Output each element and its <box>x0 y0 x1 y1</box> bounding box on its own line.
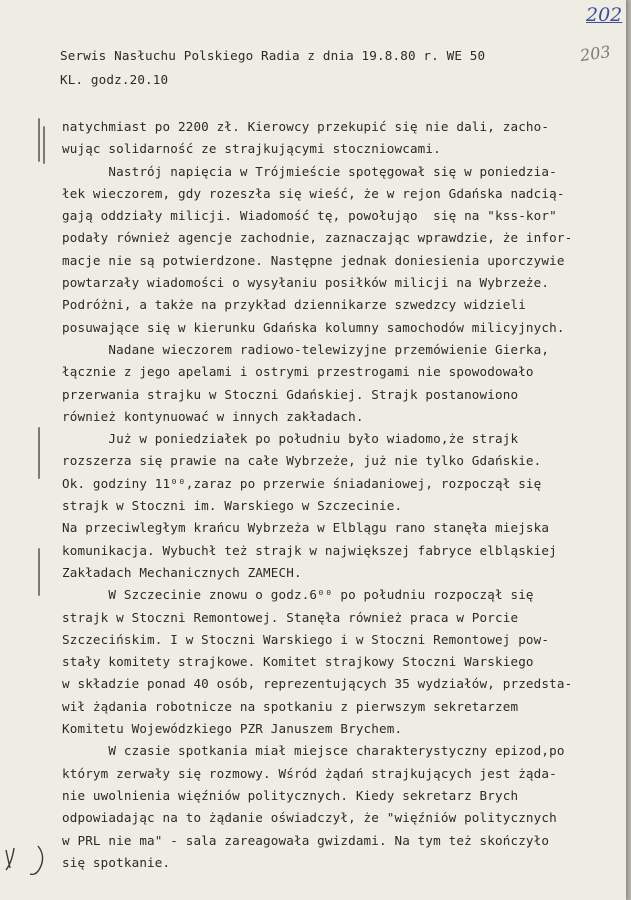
body-line: strajk w Stoczni Remontowej. Stanęła również praca w Porcie <box>62 609 519 625</box>
body-line: odpowiadając na to żądanie oświadczył, że "więźniów politycznych <box>62 810 557 826</box>
body-line: Już w poniedziałek po południu było wiadomo,że strajk <box>62 431 519 447</box>
body-line: Szczecińskim. I w Stoczni Warskiego i w Stoczni Remontowej pow- <box>62 631 550 647</box>
body-line: podały również agencje zachodnie, zaznaczając wprawdzie, że infor- <box>62 230 573 246</box>
body-line: łek wieczorem, gdy rozeszła się wieść, że w rejon Gdańska nadcią- <box>62 185 565 201</box>
body-line: rozszerza się prawie na całe Wybrzeże, już nie tylko Gdańskie. <box>62 453 542 469</box>
page-number-handwritten: 202 <box>586 4 623 26</box>
body-line: Podróżni, a także na przykład dziennikarze szwedzcy widzieli <box>62 297 526 313</box>
body-line: komunikacja. Wybuchł też strajk w największej fabryce elbląskiej <box>62 542 557 558</box>
margin-bracket-mark <box>43 126 45 164</box>
body-line: przerwania strajku w Stoczni Gdańskiej. Strajk postanowiono <box>62 386 519 402</box>
body-line: którym zerwały się rozmowy. Wśród żądań strajkujących jest żąda- <box>62 765 557 781</box>
document-body <box>62 116 582 874</box>
body-line: Ok. godziny 11⁰⁰,zaraz po przerwie śniadaniowej, rozpoczął się <box>62 475 542 491</box>
body-line: Zakładach Mechanicznych ZAMECH. <box>62 564 302 580</box>
margin-bracket-mark <box>38 548 40 596</box>
body-line: W Szczecinie znowu o godz.6⁰⁰ po południu rozpoczął się <box>62 587 534 603</box>
margin-bracket-mark <box>38 427 40 479</box>
page-number-secondary: 203 <box>578 41 612 66</box>
body-line: nie uwolnienia więźniów politycznych. Kiedy sekretarz Brych <box>62 787 519 803</box>
body-line: Na przeciwległym krańcu Wybrzeża w Elblągu rano stanęła miejska <box>62 520 550 536</box>
handwritten-scrawl <box>0 838 60 888</box>
header-time-line: KL. godz.20.10 <box>60 72 169 87</box>
body-line: Komitetu Wojewódzkiego PZR Januszem Brychem. <box>62 721 403 737</box>
body-line: strajk w Stoczni im. Warskiego w Szczecinie. <box>62 498 403 514</box>
body-line: Nastrój napięcia w Trójmieście spotęgował się w poniedzia- <box>62 163 557 179</box>
body-line: natychmiast po 2200 zł. Kierowcy przekupić się nie dali, zacho- <box>62 119 550 134</box>
body-line: w składzie ponad 40 osób, reprezentujących 35 wydziałów, przedsta- <box>62 676 573 692</box>
body-line: w PRL nie ma" - sala zareagowała gwizdami. Na tym też skończyło <box>62 832 550 848</box>
margin-bracket-mark <box>38 118 40 162</box>
body-line: powtarzały wiadomości o wysyłaniu posiłków milicji na Wybrzeże. <box>62 275 550 291</box>
body-line: gają oddziały milicji. Wiadomość tę, powołująo się na "kss-kor" <box>62 208 557 224</box>
body-line: wując solidarność ze strajkującymi stoczniowcami. <box>62 141 441 157</box>
body-line: posuwające się w kierunku Gdańska kolumny samochodów milicyjnych. <box>62 319 565 335</box>
document-header <box>60 44 485 92</box>
body-line: macje nie są potwierdzone. Następne jednak doniesienia uporczywie <box>62 252 565 268</box>
body-line: W czasie spotkania miał miejsce charakterystyczny epizod,po <box>62 743 565 759</box>
body-line: wił żądania robotnicze na spotkaniu z pierwszym sekretarzem <box>62 698 519 714</box>
body-line: stały komitety strajkowe. Komitet strajkowy Stoczni Warskiego <box>62 654 534 670</box>
body-line: łącznie z jego apelami i ostrymi przestrogami nie spowodowało <box>62 364 534 380</box>
body-line: się spotkanie. <box>62 854 171 870</box>
body-line: Nadane wieczorem radiowo-telewizyjne przemówienie Gierka, <box>62 341 550 357</box>
header-service-line: Serwis Nasłuchu Polskiego Radia z dnia 19.8.80 r. WE 50 <box>60 48 486 63</box>
body-line: również kontynuować w innych zakładach. <box>62 408 364 424</box>
